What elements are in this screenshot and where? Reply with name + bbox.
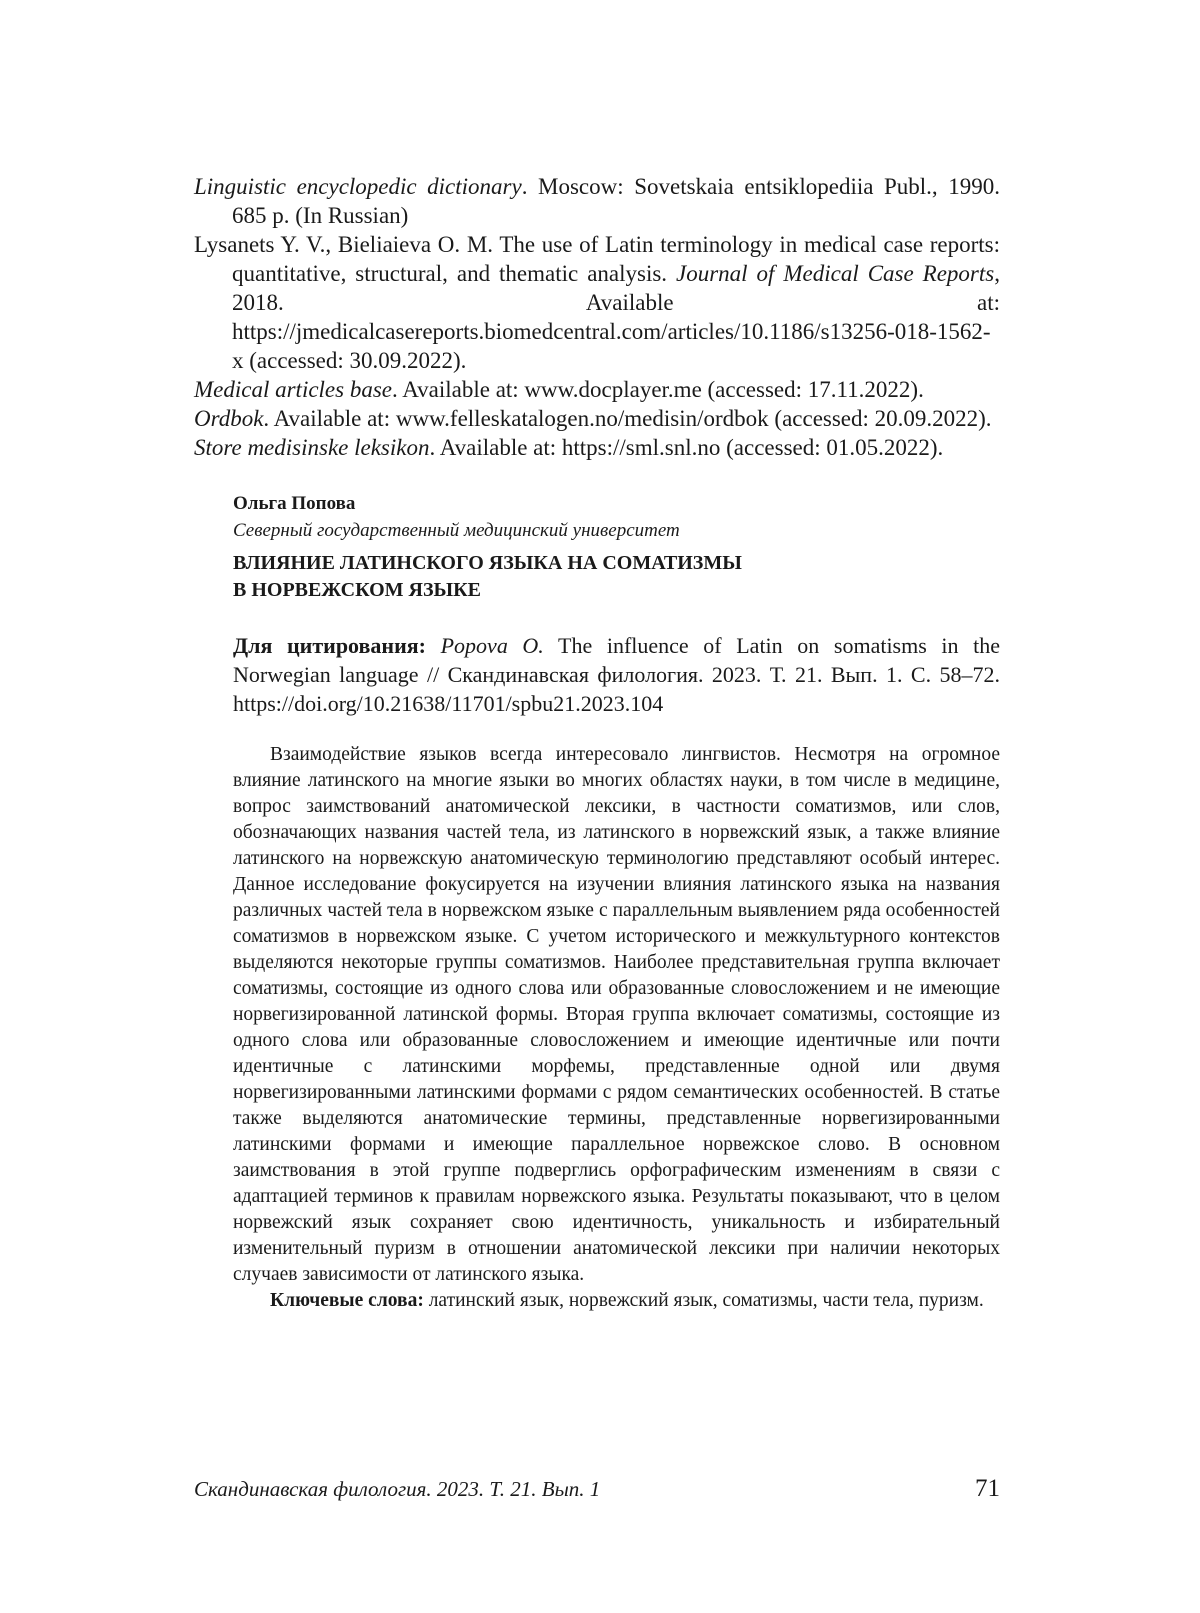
article-author: Ольга Попова — [233, 493, 356, 514]
citation-label: Для цитирования: — [233, 633, 426, 658]
citation-author: Popova O. — [440, 633, 544, 658]
keywords-text: латинский язык, норвежский язык, соматизмы, части тела, пуризм. — [423, 1290, 984, 1311]
reference-item: Medical articles base. Available at: www.docplayer.me (accessed: 17.11.2022). — [194, 377, 924, 402]
reference-item: Ordbok. Available at: www.felleskatalogen.no/medisin/ordbok (accessed: 20.09.2022). — [194, 406, 992, 431]
article-block — [233, 491, 1000, 1314]
page-footer — [194, 1475, 1000, 1503]
page-number: 71 — [975, 1475, 1000, 1502]
citation — [233, 631, 1000, 718]
reference-list — [194, 172, 1000, 462]
abstract: Взаимодействие языков всегда интересовало лингвистов. Несмотря на огромное влияние латинского на многие языки во многих областях науки, в том числе в медицине, вопрос заимствований анатомической лексики, в частности соматизмов, или слов, обозначающих названия частей тела, из латинского в норвежский язык, а также влияние латинского на норвежскую анатомическую терминологию представляют особый интерес. Данное исследование фокусируется на изучении влияния латинского языка на названия различных частей тела в норвежском языке с параллельным выявлением ряда особенностей соматизмов в норвежском языке. С учетом исторического и межкультурного контекстов выделяются некоторые группы соматизмов. Наиболее представительная группа включает соматизмы, состоящие из одного слова или образованные словосложением и не имеющие норвегизированной латинской формы. Вторая группа включает соматизмы, состоящие из одного слова или образованные словосложением и имеющие идентичные или почти идентичные с латинскими морфемы, представленные одной или двумя норвегизированными латинскими формами с рядом семантических особенностей. В статье также выделяются анатомические термины, представленные норвегизированными латинскими формами и имеющие параллельное норвежское слово. В основном заимствования в этой группе подверглись орфографическим изменениям в связи с адаптацией терминов к правилам норвежского языка. Результаты показывают, что в целом норвежский язык сохраняет свою идентичность, уникальность и избирательный изменительный пуризм в отношении анатомической лексики при наличии некоторых случаев зависимости от латинского языка. — [233, 744, 1000, 1285]
reference-item: Store medisinske leksikon. Available at: https://sml.snl.no (accessed: 01.05.2022). — [194, 435, 944, 460]
reference-item: Linguistic encyclopedic dictionary. Moscow: Sovetskaia entsiklopediia Publ., 1990. 685 p. (In Russian) — [194, 174, 1000, 228]
article-title: ВЛИЯНИЕ ЛАТИНСКОГО ЯЗЫКА НА СОМАТИЗМЫ В НОРВЕЖСКОМ ЯЗЫКЕ — [233, 552, 742, 601]
article-affiliation: Северный государственный медицинский университет — [233, 520, 680, 541]
journal-name: Скандинавская филология. 2023. Т. 21. Вып. 1 — [194, 1477, 601, 1501]
citation-text: The influence of Latin on somatisms in the Norwegian language // Скандинавская филология. 2023. Т. 21. Вып. 1. С. 58–72. https://doi.org/10.21638/11701/spbu21.2023.104 — [233, 633, 1001, 716]
keywords — [233, 1288, 1000, 1314]
reference-item: Lysanets Y. V., Bieliaieva O. M. The use of Latin terminology in medical case reports: quantitative, structural, and thematic analysis. Journal of Medical Case Reports, 2018. Available at: https://jmedicalcasereports.biomedcentral.com/articles/10.1186/s13256-018-1562-x (accessed: 30.09.2022). — [194, 232, 1000, 373]
keywords-label: Ключевые слова: — [270, 1290, 424, 1311]
